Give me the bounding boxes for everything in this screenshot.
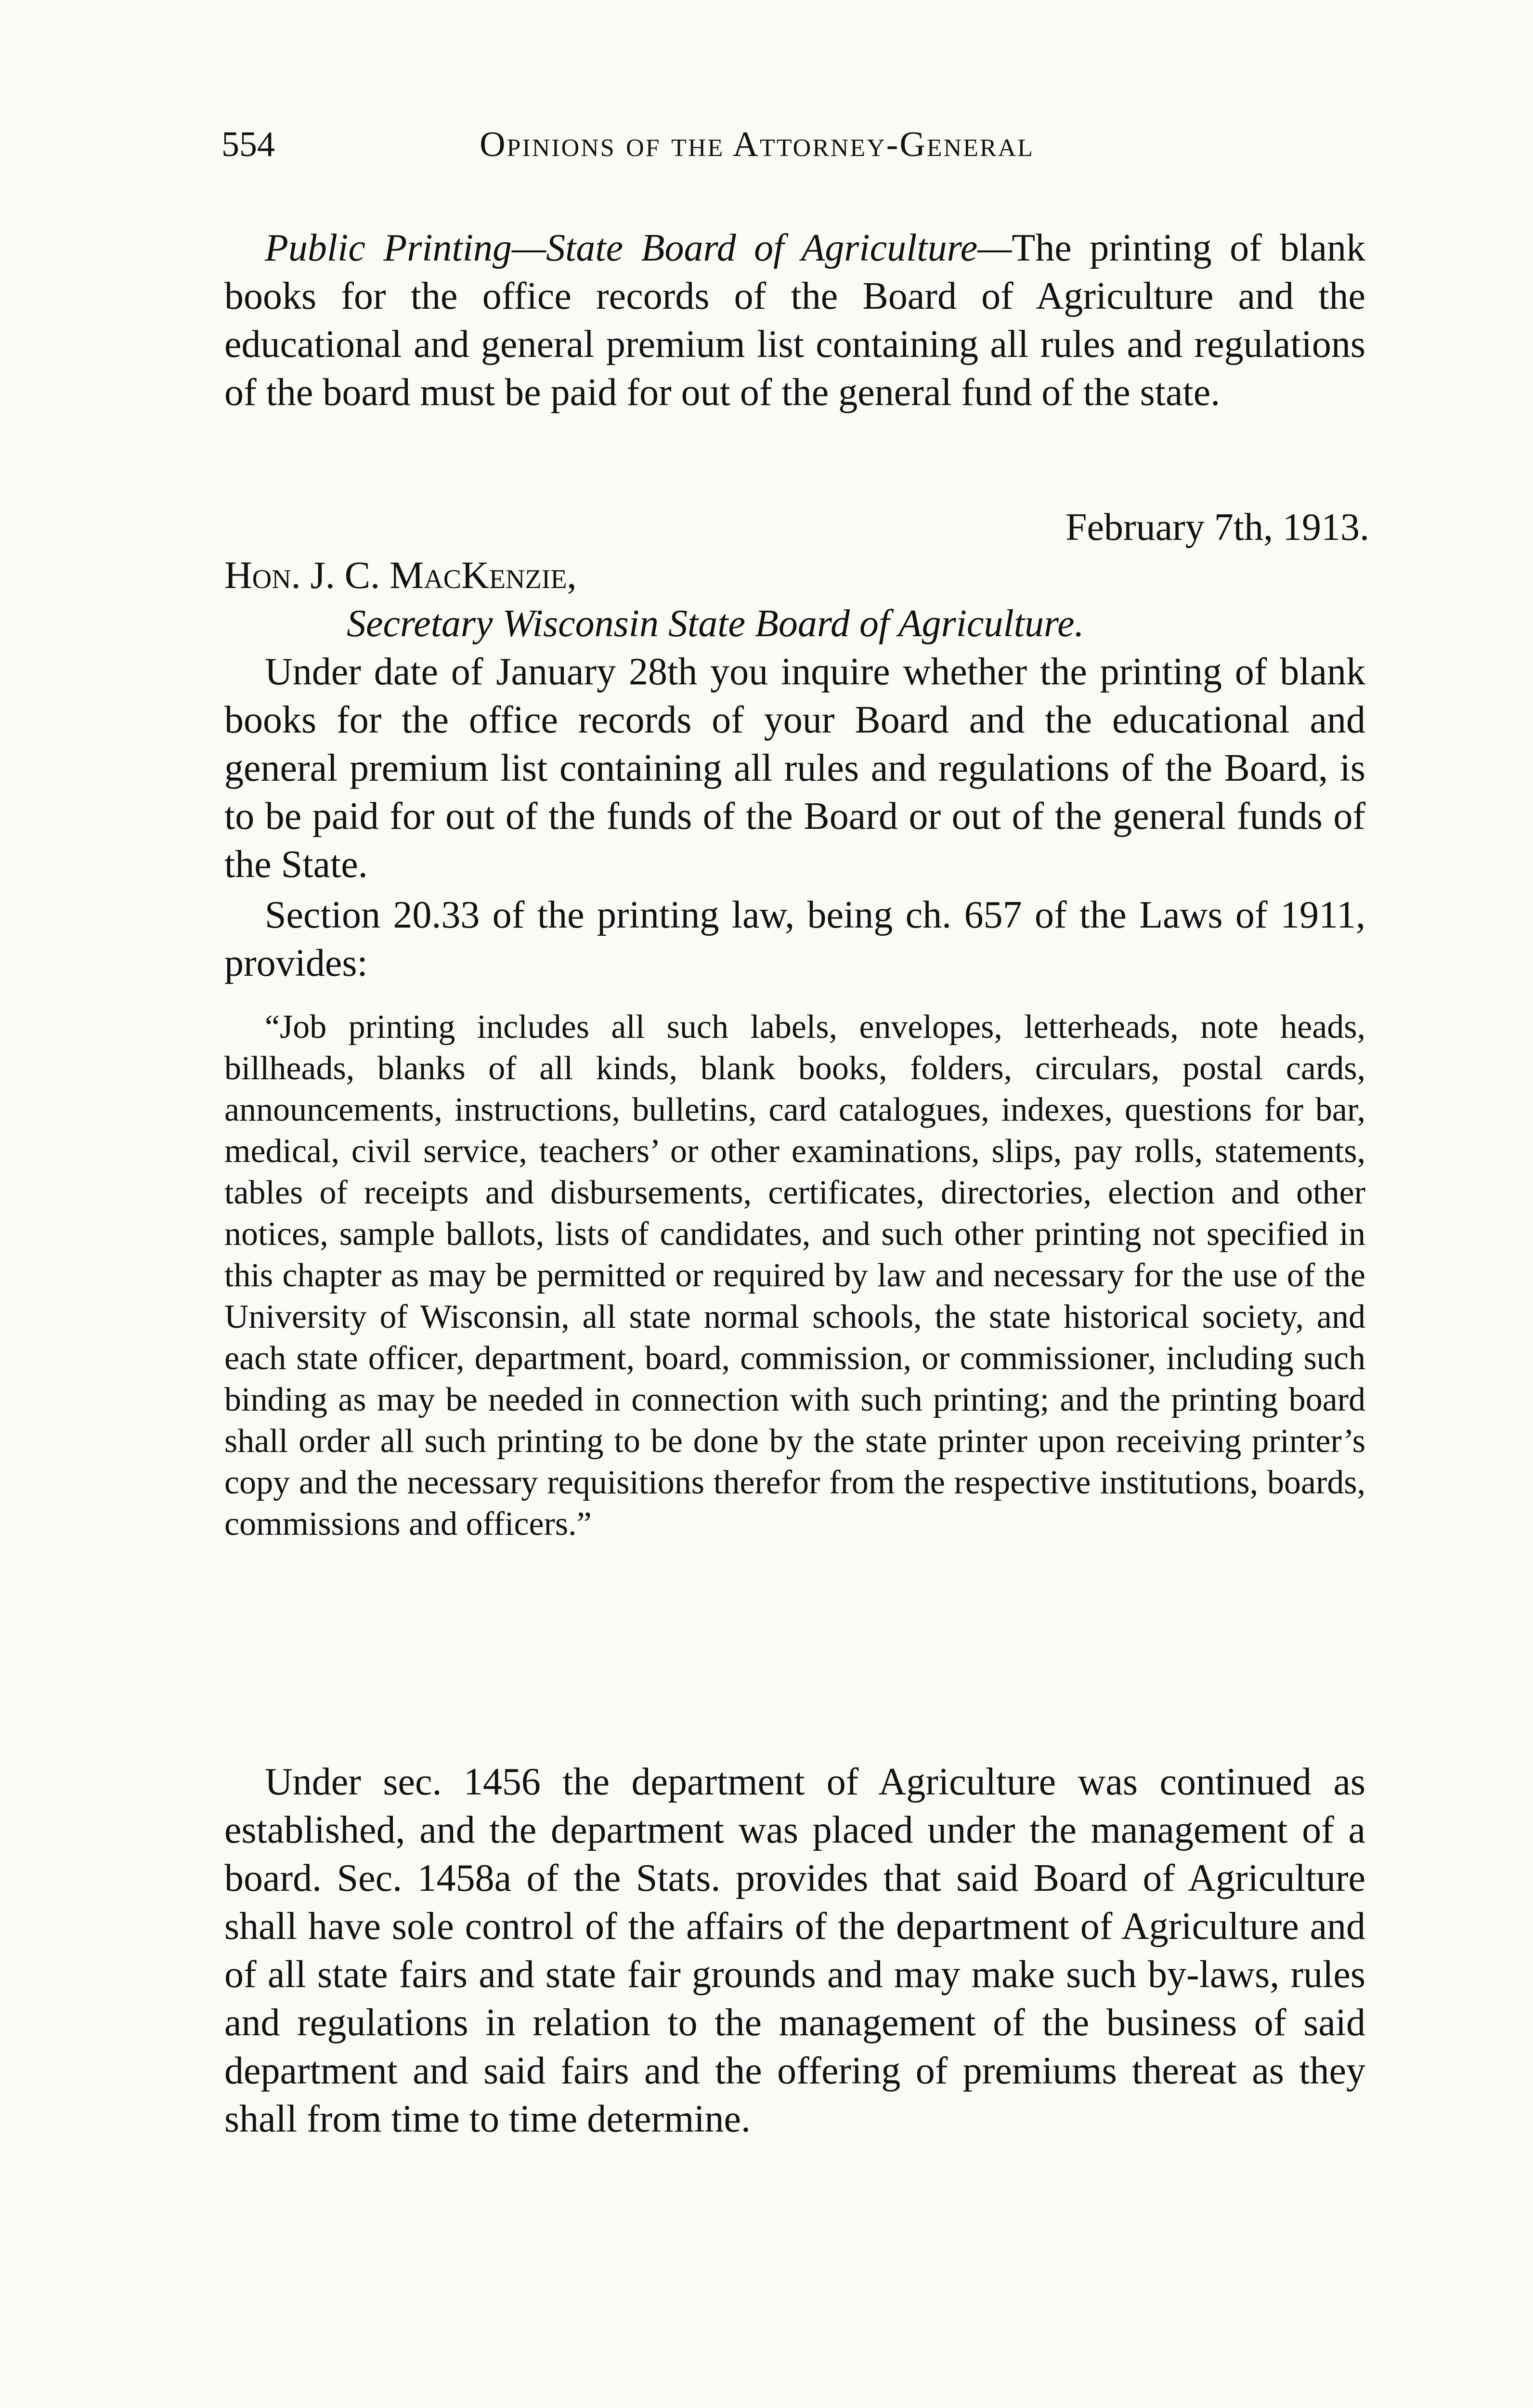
body-paragraph-3: [224, 1758, 1365, 2143]
page-number: 554: [221, 125, 275, 164]
syllabus-text: The printing of blank books for the office records of the Board of Agriculture and the educational and general premium list containing all rules and regulations of the board must be paid for out of the general fund of the state.: [224, 227, 1365, 414]
syllabus-heading: Public Printing—State Board of Agriculture—: [265, 227, 1012, 269]
running-head: [212, 118, 1302, 171]
body-paragraph-2: [224, 891, 1365, 987]
statute-quotation: [224, 1007, 1365, 1545]
paragraph-text: Under sec. 1456 the department of Agriculture was continued as established, and the department was placed under the management of a board. Sec. 1458a of the Stats. provides that said Board of Agriculture shall have sole control of the affairs of the department of Agriculture and of all state fairs and state fair grounds and may make such by-laws, rules and regulations in relation to the management of the business of said department and said fairs and the offering of premiums thereat as they shall from time to time determine.: [224, 1761, 1365, 2140]
addressee-title: Secretary Wisconsin State Board of Agriculture.: [347, 602, 1084, 645]
letter-date: February 7th, 1913.: [1065, 506, 1369, 549]
paragraph-text: Section 20.33 of the printing law, being ch. 657 of the Laws of 1911, provides:: [224, 894, 1365, 984]
paragraph-text: Under date of January 28th you inquire whether the printing of blank books for the office records of your Board and the educational and general premium list containing all rules and regulations of the Board, is to be paid for out of the funds of the Board or out of the general funds of the State.: [224, 651, 1365, 886]
body-paragraph-1: [224, 648, 1365, 889]
quotation-text: “Job printing includes all such labels, envelopes, letterheads, note heads, billheads, blanks of all kinds, blank books, folders, circulars, postal cards, announcements, instructions, bulletins, card catalogues, indexes, questions for bar, medical, civil service, teachers’ or other examinations, slips, pay rolls, statements, tables of receipts and disbursements, certificates, directories, election and other notices, sample ballots, lists of candidates, and such other printing not specified in this chapter as may be permitted or required by law and necessary for the use of the University of Wisconsin, all state normal schools, the state historical society, and each state officer, department, board, commission, or commissioner, including such binding as may be needed in connection with such printing; and the printing board shall order all such printing to be done by the state printer upon receiving printer’s copy and the necessary requisitions therefor from the respective institutions, boards, commissions and officers.”: [224, 1008, 1365, 1543]
running-title: Opinions of the Attorney-General: [480, 125, 1034, 164]
syllabus: [224, 224, 1365, 417]
addressee-name: Hon. J. C. MacKenzie,: [224, 554, 577, 597]
